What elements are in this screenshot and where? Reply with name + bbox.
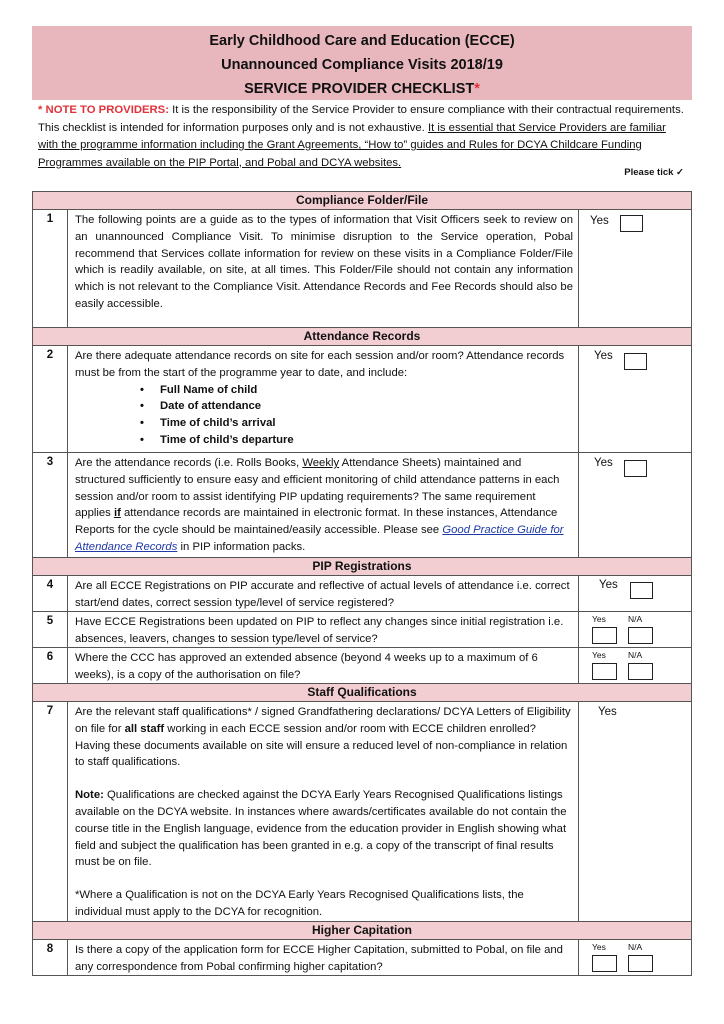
row-question-emphasis: all staff [124,722,165,735]
yes-checkbox[interactable] [624,353,647,370]
yes-checkbox[interactable] [592,955,617,972]
row-question-text: in PIP information packs. [177,540,306,553]
yes-label: Yes [590,215,609,227]
section-header-pip: PIP Registrations [32,558,692,576]
yes-label: Yes [592,650,606,660]
row-question-text: Attendance Sheets) maintained and structured sufficiently to ensure easy and efficient monitoring of child attendance patterns in each session and/or room to assist identifying PIP updating requirements? The same requirement applies [75,457,560,520]
yes-checkbox[interactable] [620,215,643,232]
row-question: Is there a copy of the application form for ECCE Higher Capitation, submitted to Pobal, on file and any correspondence from Pobal confirming higher capitation? [69,940,579,975]
row-question-paragraph [75,704,573,771]
row-question-text: Are the attendance records (i.e. Rolls Books, [75,457,303,469]
header-title-line1: Early Childhood Care and Education (ECCE) [209,33,515,49]
yes-label: Yes [594,457,613,469]
row-number: 6 [33,648,68,683]
checklist-row-6 [32,648,692,684]
row-question-emphasis: if [113,507,121,520]
checklist-row-4 [32,576,692,612]
yes-label: Yes [594,350,613,362]
qualification-note [75,787,573,871]
row-number: 7 [33,702,68,921]
row-number: 4 [33,576,68,611]
yes-checkbox[interactable] [592,663,617,680]
tick-cell [580,648,691,683]
row-question: Have ECCE Registrations been updated on PIP to reflect any changes since initial registration i.e. absences, leavers, changes to session type/level of service? [69,612,579,647]
yes-label: Yes [598,706,617,718]
note-underlined-text: It is essential that Service Providers are familiar with the programme information including the Grant Agreements, “How to” guides and Rules for DCYA Childcare Funding Programmes available on the PIP Portal, and Pobal and DCYA websites. [38,121,666,169]
qualification-footnote: *Where a Qualification is not on the DCYA Early Years Recognised Qualifications lists, the individual must apply to the DCYA for recognition. [75,889,524,918]
na-label: N/A [628,942,643,952]
note-text: It is the responsibility of the Service Provider to ensure compliance with their contractual requirements. This checklist is intended for information purposes only and is not exhaustive. [38,104,684,134]
header-asterisk: * [474,81,480,97]
checklist-row-1 [32,210,692,328]
row-question: Are all ECCE Registrations on PIP accurate and reflective of actual levels of attendance i.e. correct start/end dates, correct session type/level of service registered? [69,576,579,611]
na-checkbox[interactable] [628,955,653,972]
checklist-row-3 [32,453,692,558]
yes-checkbox[interactable] [624,460,647,477]
note-to-providers [38,102,688,172]
list-item: • Date of attendance [160,398,573,415]
tick-cell [580,210,691,327]
checklist-row-7 [32,702,692,922]
section-header-attendance: Attendance Records [32,328,692,346]
note-text: Qualifications are checked against the DCYA Early Years Recognised Qualifications listings available on the DCYA website. In instances where awards/certificates available do not contain the course title in the English language, evidence from the education provider in English showing what field and subject the qualification has been granted in e.g. a copy of the transcript of final results must be on file. [75,789,567,869]
checklist-table [32,191,692,976]
row-question-text: Are there adequate attendance records on site for each session and/or room? Attendance records must be from the start of the programme year to date, and include: [75,350,565,379]
row-question [69,453,579,557]
header-title-line3 [32,77,692,101]
tick-cell [580,612,691,647]
row-question [69,702,579,921]
row-number: 8 [33,940,68,975]
row-question: Where the CCC has approved an extended absence (beyond 4 weeks up to a maximum of 6 weeks), is a copy of the authorisation on file? [69,648,579,683]
row-number: 2 [33,346,68,452]
note-label: Note: [75,789,104,802]
yes-label: Yes [592,614,606,624]
na-checkbox[interactable] [628,627,653,644]
checklist-row-5 [32,612,692,648]
na-label: N/A [628,650,643,660]
na-label: N/A [628,614,643,624]
row-number: 5 [33,612,68,647]
row-question-text: working in each ECCE session and/or room with ECCE children enrolled? Having these documents available on site will ensure a reduced level of non-compliance in relation to staff qualifications. [75,722,568,769]
tick-cell [580,940,691,975]
section-header-capitation: Higher Capitation [32,922,692,940]
section-header-staff: Staff Qualifications [32,684,692,702]
row-question-text: attendance records are maintained in electronic format. In these instances, Attendance Reports for the cycle should be maintained/easily accessible. Please see [75,507,558,537]
section-header-compliance: Compliance Folder/File [32,192,692,210]
row-question-emphasis: Weekly [302,457,340,469]
good-practice-guide-link[interactable]: Good Practice Guide for Attendance Records [75,524,564,553]
document-header [32,26,692,100]
tick-cell [580,346,691,452]
yes-checkbox[interactable] [592,627,617,644]
tick-cell [580,576,691,611]
header-title-text: SERVICE PROVIDER CHECKLIST [244,81,475,97]
yes-label: Yes [599,579,618,591]
list-item: • Time of child’s arrival [160,415,573,432]
yes-label: Yes [592,942,606,952]
row-number: 3 [33,453,68,557]
checklist-row-2 [32,346,692,453]
note-label: * NOTE TO PROVIDERS: [38,104,169,116]
list-item: • Full Name of child [160,382,573,399]
tick-cell [580,702,691,921]
na-checkbox[interactable] [628,663,653,680]
tick-cell [580,453,691,557]
please-tick-label: Please tick ✓ [624,167,684,178]
row-question: The following points are a guide as to the types of information that Visit Officers seek to review on an unannounced Compliance Visit. To minimise disruption to the Service operation, Pobal recommend that Services collate information for review on these visits in a Compliance Folder/File which is readily available, on site, at all times. This Folder/File should not contain any information which is not relevant to the Compliance Visit. Attendance Records and Fee Records should also be easily accessible. [69,210,579,327]
row-question [69,346,579,452]
attendance-requirements-list [75,382,573,449]
row-question-text: Are the relevant staff qualifications* / signed Grandfathering declarations/ DCYA Letters of Eligibility on file for [75,706,571,735]
yes-checkbox[interactable] [630,582,653,599]
row-number: 1 [33,210,68,327]
checklist-row-8 [32,940,692,976]
header-title-line2: Unannounced Compliance Visits 2018/19 [221,57,503,73]
list-item: • Time of child’s departure [160,432,573,449]
